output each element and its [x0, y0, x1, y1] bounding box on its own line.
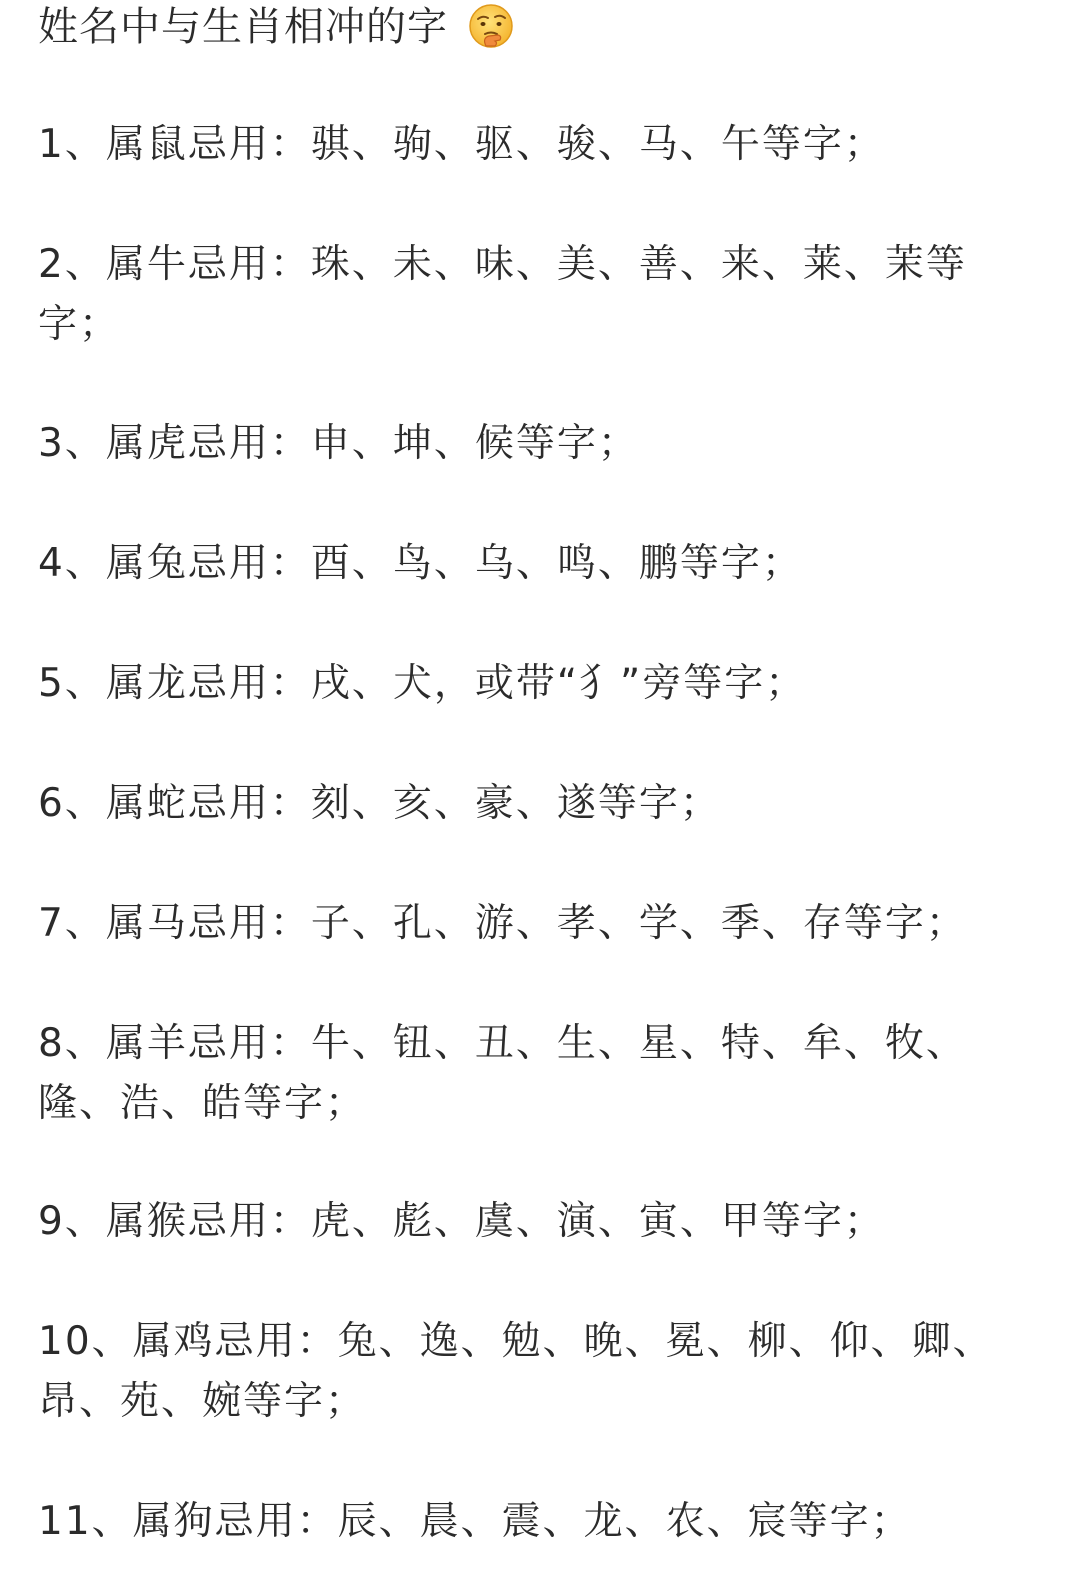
rule-item-8: 8、属羊忌用：牛、钮、丑、生、星、特、牟、牧、隆、浩、皓等字； — [38, 1021, 967, 1126]
rule-item-4: 4、属兔忌用：酉、鸟、乌、鸣、鹏等字； — [38, 541, 803, 586]
rule-item-9: 9、属猴忌用：虎、彪、虞、演、寅、甲等字； — [38, 1199, 885, 1244]
rule-item-1: 1、属鼠忌用：骐、驹、驱、骏、马、午等字； — [38, 122, 885, 167]
rule-item-5: 5、属龙忌用：戌、犬，或带“犭”旁等字； — [38, 661, 807, 706]
thinking-face-icon — [466, 2, 516, 52]
rule-item-3: 3、属虎忌用：申、坤、候等字； — [38, 421, 639, 466]
rule-item-2: 2、属牛忌用：珠、未、味、美、善、来、莱、茉等字； — [38, 242, 967, 347]
rule-item-11: 11、属狗忌用：辰、晨、震、龙、农、宸等字； — [38, 1499, 912, 1544]
rule-item-10: 10、属鸡忌用：兔、逸、勉、晚、冕、柳、仰、卿、昂、苑、婉等字； — [38, 1319, 994, 1424]
rule-item-7: 7、属马忌用：子、孔、游、孝、学、季、存等字； — [38, 901, 967, 946]
title-text: 姓名中与生肖相冲的字 — [38, 4, 448, 50]
note-title — [38, 2, 516, 52]
rule-item-6: 6、属蛇忌用：刻、亥、豪、遂等字； — [38, 781, 721, 826]
